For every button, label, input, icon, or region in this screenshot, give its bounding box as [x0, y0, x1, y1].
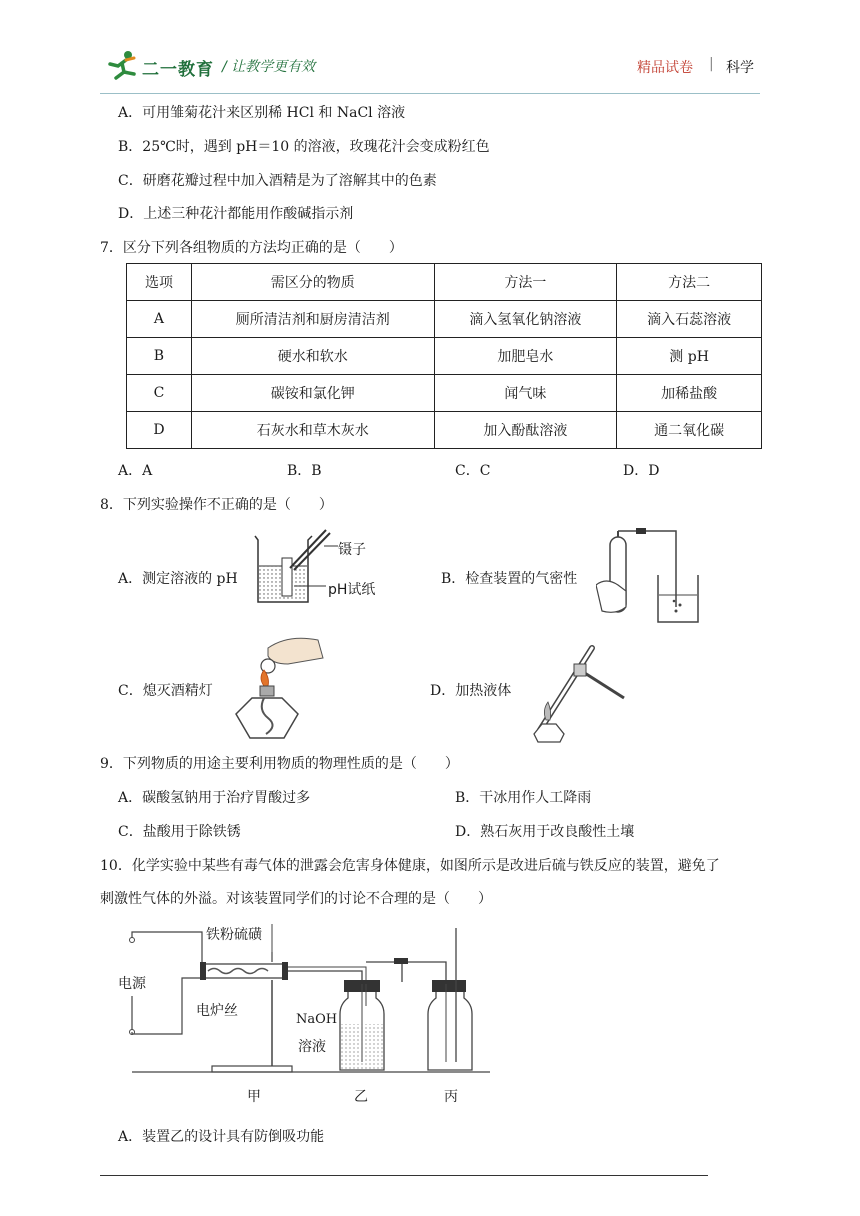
table-cell: C — [127, 375, 192, 412]
header-separator: | — [709, 56, 714, 72]
airtightness-illustration — [596, 527, 706, 627]
table-cell: 加入酚酞溶液 — [434, 412, 617, 449]
apparatus-yi-label: 乙 — [354, 1089, 368, 1105]
table-header-cell: 选项 — [127, 264, 192, 301]
table-cell: 滴入石蕊溶液 — [617, 301, 762, 338]
table-cell: 闻气味 — [434, 375, 617, 412]
q7-stem: 7．区分下列各组物质的方法均正确的是（ ） — [100, 240, 403, 256]
q10-stem-line1: 10．化学实验中某些有毒气体的泄露会危害身体健康，如图所示是改进后硫与铁反应的装置，避免了 — [100, 858, 720, 874]
wire-label: 电炉丝 — [196, 1003, 238, 1019]
extinguish-lamp-illustration — [228, 630, 328, 744]
q9-option-d: D．熟石灰用于改良酸性土壤 — [455, 824, 635, 840]
table-header-cell: 需区分的物质 — [191, 264, 434, 301]
logo-runner-icon — [104, 50, 140, 80]
solution-label: 溶液 — [298, 1039, 326, 1055]
q7-option-a: A．A — [118, 463, 153, 479]
q7-table — [126, 263, 762, 449]
table-cell: B — [127, 338, 192, 375]
table-header-cell: 方法二 — [617, 264, 762, 301]
apparatus-bing-label: 丙 — [444, 1089, 458, 1105]
table-cell: 碳铵和氯化钾 — [191, 375, 434, 412]
power-label: 电源 — [118, 976, 146, 992]
table-cell: D — [127, 412, 192, 449]
table-row — [127, 338, 762, 375]
iron-sulfur-label: 铁粉硫磺 — [206, 927, 262, 943]
q6-option-a: A．可用雏菊花汁来区别稀 HCl 和 NaCl 溶液 — [118, 105, 406, 121]
ph-paper-label: pH试纸 — [328, 582, 376, 598]
header-label: 精品试卷 — [637, 60, 693, 76]
table-row — [127, 301, 762, 338]
q10-stem-line2: 刺激性气体的外溢。对该装置同学们的讨论不合理的是（ ） — [100, 891, 492, 907]
table-cell: 硬水和软水 — [191, 338, 434, 375]
table-cell: 滴入氢氧化钠溶液 — [434, 301, 617, 338]
tweezers-label: 镊子 — [338, 542, 366, 558]
q7-option-b: B．B — [287, 463, 322, 479]
q8-stem: 8．下列实验操作不正确的是（ ） — [100, 497, 333, 513]
slogan: / 让教学更有效 — [222, 59, 316, 75]
q6-option-b: B．25℃时，遇到 pH＝10 的溶液，玫瑰花汁会变成粉红色 — [118, 139, 490, 155]
table-cell: 厕所清洁剂和厨房清洁剂 — [191, 301, 434, 338]
q9-option-a: A．碳酸氢钠用于治疗胃酸过多 — [118, 790, 311, 806]
table-header-row — [127, 264, 762, 301]
q7-option-d: D．D — [623, 463, 660, 479]
q9-option-b: B．干冰用作人工降雨 — [455, 790, 592, 806]
q9-option-c: C．盐酸用于除铁锈 — [118, 824, 241, 840]
table-cell: 通二氧化碳 — [617, 412, 762, 449]
heating-liquid-illustration — [520, 640, 632, 744]
footer-rule — [100, 1175, 708, 1176]
header-subject: 科学 — [726, 60, 754, 76]
table-cell: A — [127, 301, 192, 338]
q9-stem: 9．下列物质的用途主要利用物质的物理性质的是（ ） — [100, 756, 459, 772]
q10-option-a: A．装置乙的设计具有防倒吸功能 — [118, 1129, 325, 1145]
table-cell: 加肥皂水 — [434, 338, 617, 375]
q8-option-a: A．测定溶液的 pH — [118, 571, 238, 587]
table-header-cell: 方法一 — [434, 264, 617, 301]
table-cell: 加稀盐酸 — [617, 375, 762, 412]
table-cell: 石灰水和草木灰水 — [191, 412, 434, 449]
q8-option-d: D．加热液体 — [430, 683, 512, 699]
logo-text: 二一教育 — [142, 60, 214, 80]
table-cell: 测 pH — [617, 338, 762, 375]
table-row — [127, 375, 762, 412]
table-row — [127, 412, 762, 449]
q8-option-b: B．检查装置的气密性 — [441, 571, 578, 587]
apparatus-jia-label: 甲 — [247, 1089, 261, 1105]
header-rule — [100, 93, 760, 94]
q6-option-d: D．上述三种花汁都能用作酸碱指示剂 — [118, 206, 354, 222]
q6-option-c: C．研磨花瓣过程中加入酒精是为了溶解其中的色素 — [118, 173, 437, 189]
q8-option-c: C．熄灭酒精灯 — [118, 683, 213, 699]
naoh-label: NaOH — [296, 1012, 338, 1027]
q7-option-c: C．C — [455, 463, 491, 479]
